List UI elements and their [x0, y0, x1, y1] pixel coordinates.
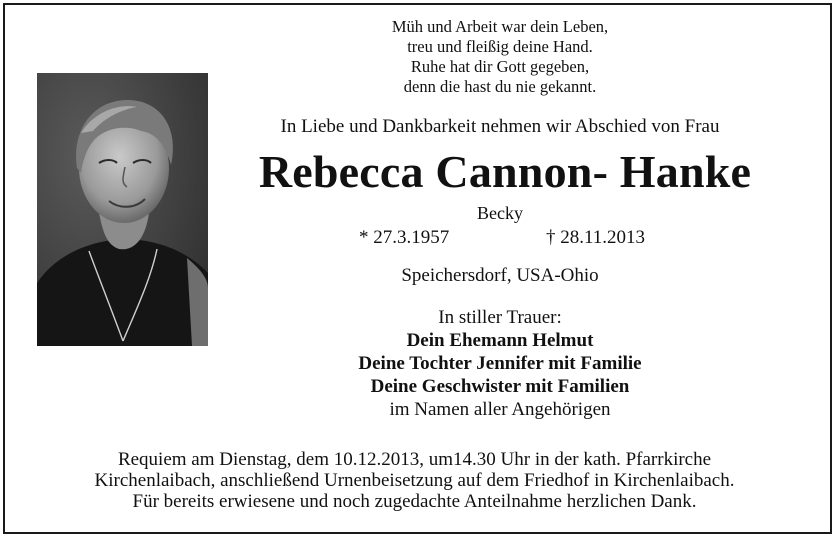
- place-of-residence: Speichersdorf, USA-Ohio: [401, 265, 599, 286]
- portrait-photo: [37, 73, 208, 346]
- farewell-intro: In Liebe und Dankbarkeit nehmen wir Abschied von Frau: [280, 116, 720, 137]
- service-information: [20, 449, 809, 512]
- mourner-line: Deine Geschwister mit Familien: [370, 376, 630, 397]
- service-line: Für bereits erwiesene und noch zugedachte Anteilnahme herzlichen Dank.: [132, 491, 697, 512]
- mourners-footer: im Namen aller Angehörigen: [389, 399, 611, 420]
- service-line: Kirchenlaibach, anschließend Urnenbeisetzung auf dem Friedhof in Kirchenlaibach.: [94, 470, 735, 491]
- death-date: † 28.11.2013: [546, 227, 646, 248]
- birth-date: * 27.3.1957: [359, 227, 450, 248]
- deceased-name: Rebecca Cannon- Hanke: [258, 146, 752, 197]
- memorial-poem: [300, 17, 700, 97]
- service-line: Requiem am Dienstag, dem 10.12.2013, um14.30 Uhr in der kath. Pfarrkirche: [117, 449, 712, 470]
- mourners-heading: In stiller Trauer:: [438, 307, 562, 328]
- nickname: Becky: [477, 203, 523, 223]
- poem-line: denn die hast du nie gekannt.: [403, 77, 597, 96]
- mourners-list: [290, 306, 710, 421]
- portrait-illustration: [37, 73, 208, 346]
- poem-line: treu und fleißig deine Hand.: [407, 37, 593, 56]
- mourner-line: Dein Ehemann Helmut: [406, 330, 594, 351]
- mourner-line: Deine Tochter Jennifer mit Familie: [358, 353, 642, 374]
- poem-line: Müh und Arbeit war dein Leben,: [391, 17, 609, 36]
- poem-line: Ruhe hat dir Gott gegeben,: [410, 57, 590, 76]
